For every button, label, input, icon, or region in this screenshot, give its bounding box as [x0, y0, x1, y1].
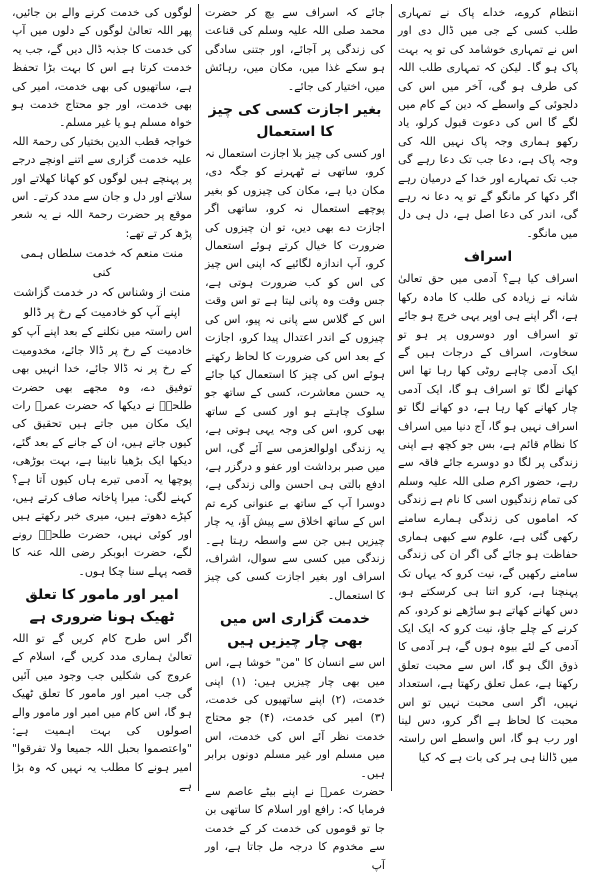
paragraph: اس سے انسان کا "من" خوشا ہے، اس میں بھی چار چیزیں ہیں: (۱) اپنی خدمت، (۲) اپنے ساتھیوں کی خدمت، (۳) امیر کی خدمت، (۴) جو محتاج خدمت نظر آئے اس کی خدمت، اس میں مسلم اور غیر مسلم دونوں برابر ہیں۔ [205, 656, 385, 780]
column-middle [198, 4, 391, 872]
paragraph: اسراف کیا ہے؟ آدمی میں حق تعالیٰ شانہ نے زیادہ کی طلب کا مادہ رکھا ہے، اگر اپنے ہی اوپر یہی خرچ ہو جائے تو اسراف اور دوسروں پر ہو تو سخاوت، اسراف کے درجات ہیں گے ایک آدمی چاہے روٹی کھا رہا تھا اس کھانے لگا تو اسراف ہو گا، ایک آدمی چار کھانے کھا رہا ہے، دو کھانے لگا تو اسراف نہیں ہو گا، آج دنیا میں اسراف کا نظام قائم ہے، بس جو کچھ ہے اپنی زندگی پر لگا دو دوسرے جائے فاقہ سے رہے، حضور اکرم صلی اللہ علیہ وسلم کی تمام زندگیوں اسی کا نام ہے زندگی کہ اماموں کی زندگی ہمارے سامنے رکھی گئی ہے، علوم سے کبھی ہماری حفاظت ہو جائے گی اگر ان کی زندگی سامنے رکھیں گے، نیت کرو کہ یہاں تک پہنچنا ہے، کرو اتنا ہی کرسکتے ہو، دس کھانے کھاتے ہو ساڑھے نو کردو، کم کرنے کے چلے جاؤ، نیت کرو کہ ایک ایک آدمی کے لئے بیوہ ہوں گے، ہر آدمی کا ذوق الگ ہو گا، اس سے محبت تعلق رکھتا ہے، عمل تعلق رکھتا ہے، استعداد نہیں، اگر اسی محبت نہیں تو اس محبت کا لحاظ ہے اگر کرو، دس لینا اور رب ہو گا، اس واسطے اس راستہ میں ڈالنا ہی ہر کی بات ہے کہ کیا [398, 272, 578, 764]
paragraph: خواجہ قطب الدین بختیار کی رحمۃ اللہ علیہ خدمت گزاری سے اتنے اونچے درجے پر پہنچے ہیں لوگوں کو کھانا کھلاتے اور سلاتے اور دل و جان سے مدد کرتے۔ اس موقع پر حضرت رحمۃ اللہ نے یہ شعر پڑھ کر تے تھے: [12, 134, 192, 240]
verse-line: منت از وشناس کہ در خدمت گزاشت [13, 285, 191, 300]
column-right [391, 4, 584, 791]
paragraph: اور کسی کی چیز بلا اجازت استعمال نہ کرو، ساتھی نے ٹھہرنے کو جگہ دی، مکان دیا ہے، مکان کی چیزوں کو بغیر پوچھے استعمال نہ کرو، ساتھی اگر اجازت دے بھی دیں، تو ان چیزوں کی ضرورت کا خیال کرتے ہوئے استعمال کرو، آپ اندازہ لگائیے کہ اپنی اس چیز کی اس کو کب ضرورت ہوتی ہے، جس وقت وہ پانی لیتا ہے تو اس وقت اس کے گلاس سے پانی نہ پیو، اس کی چیزوں کے اندر اعتدال پیدا کرو، اجازت کے بعد اس کی ضرورت کا لحاظ رکھتے ہوئے اس کی چیز کا استعمال کیا جائے یہ حسن معاشرت، کسی کے ساتھ جو سلوک چاہتے ہو اور کسی کے ساتھ بھی کرو، اس کی وجہ یہی ہوتی ہے، یہ زندگی اولوالعزمی سے آئے گی، اس میں صبر برداشت اور عفو و درگزر ہے، ادفع بالتی ہی احسن والی زندگی ہے، دوسرا آپ کے ساتھ بے عنوانی کرے تم اس کے ساتھ اخلاق سے پیش آؤ، یہ چار چیزیں ہیں جن سے واسطہ رہتا ہے۔ زندگی میں کسی سے سوال، اشراف، اسراف اور بغیر اجازت کسی کی چیز کا استعمال۔ [205, 147, 385, 602]
section-heading: امیر اور مامور کا تعلق ٹھیک ہونا ضروری ہے [25, 586, 179, 625]
paragraph: حضرت عمرؓ نے اپنے بیٹے عاصم سے فرمایا کہ: رافع اور اسلام کا ساتھی بن جا تو قوموں کی خدمت کر کے خدمت سے مخدوم کا درجہ مل جاتا ہے، اور آپ [205, 785, 385, 872]
verse-line: منت منعم کہ خدمت سلطاں ہمی کنی [20, 246, 184, 280]
paragraph: لوگوں کی خدمت کرنے والے بن جائیں، پھر اللہ تعالیٰ لوگوں کے دلوں میں آپ کی خدمت کا جذبہ ڈال دیں گے، جب یہ خدمت کرتا ہے اس کا بہت بڑا تحفظ ہے، ساتھیوں کی بھی خدمت، امیر کی بھی خدمت، اور جو محتاج خدمت ہو خواہ مسلم ہو یا غیر مسلم۔ [12, 6, 192, 130]
section-heading: اسراف [463, 249, 513, 266]
paragraph: انتظام کروے، خداے پاک نے تمہاری طلب کسی کے جی میں ڈال دی اور اس نے تمہاری خوشامد کی تو یہ بہت پاک ہو گا۔ لیکن کہ تمہاری طلب اللہ کی طرف ہو گی، آخر میں اس کی دلجوئی کے واسطے کہ دین کے کام میں لگے گا اس کی دعوت قبول کرلو، یاد رکھو ہماری وجہ پاک نہیں اللہ کی وجہ پاک ہے، دعا جب تک دعا رہے گی جب تک تمہارے اور خدا کے درمیان رہے اگر دکھا کر مانگو گے تو یہ دعا نہ رہے گی، اندر کی دعا اصل ہے، دل ہی دل میں مانگو۔ [398, 6, 578, 240]
paragraph: اس راستہ میں نکلنے کے بعد اپنے آپ کو خادمیت کے رخ پر ڈالا جائے، مخدومیت کے رخ پر نہ ڈالا جائے، خدا انہیں بھی توفیق دے، وہ مجھے بھی حضرت طلحہؓ نے دیکھا کہ حضرت عمرؓ رات ایک مکان میں جاتے ہیں تحقیق کی کیوں جاتے ہیں، ان کے جانے کے بعد گئے، دیکھا ایک بڑھیا نابینا ہے، بہت بوڑھی، پوچھا یہ آدمی تیرے ہاں کیوں آتا ہے؟ کہنے لگی: میرا پاخانہ صاف کرتے ہیں، کپڑے دھوتے ہیں، میری خبر رکھتے ہیں اور کوئی نہیں، حضرت طلحہؓ رونے لگے، حضرت ابوبکر رضی اللہ عنہ کا قصہ پہلے سنا چکا ہوں۔ [12, 325, 192, 578]
section-heading: بغیر اجازت کسی کی چیز کا استعمال [208, 102, 382, 141]
verse-line: اپنے آپ کو خادمیت کے رخ پر ڈالو [23, 305, 181, 320]
paragraph: جائے کہ اسراف سے بچ کر حضرت محمد صلی اللہ علیہ وسلم کی قناعت کی زندگی پر آجائے، اور جتنی سادگی ہو سکے غذا میں، مکان میں، رہائش میں، اختیار کی جائے۔ [205, 6, 385, 93]
column-left [6, 4, 198, 791]
section-heading: خدمت گزاری اس میں بھی چار چیزیں ہیں [220, 611, 370, 650]
paragraph: اگر اس طرح کام کریں گے تو اللہ تعالیٰ ہماری مدد کریں گے، اسلام کے عروج کی شکلیں جب وجود میں آئیں گی جب امیر اور مامور کا تعلق ٹھیک ہو گا، اس کام میں امیر اور مامور والے اصولوں کی بہت اہمیت ہے: "واعتصموا بحبل اللہ جمیعا ولا تفرقوا" امیر ہونے کا مطلب یہ نہیں کہ وہ بڑا ہے [12, 631, 192, 793]
